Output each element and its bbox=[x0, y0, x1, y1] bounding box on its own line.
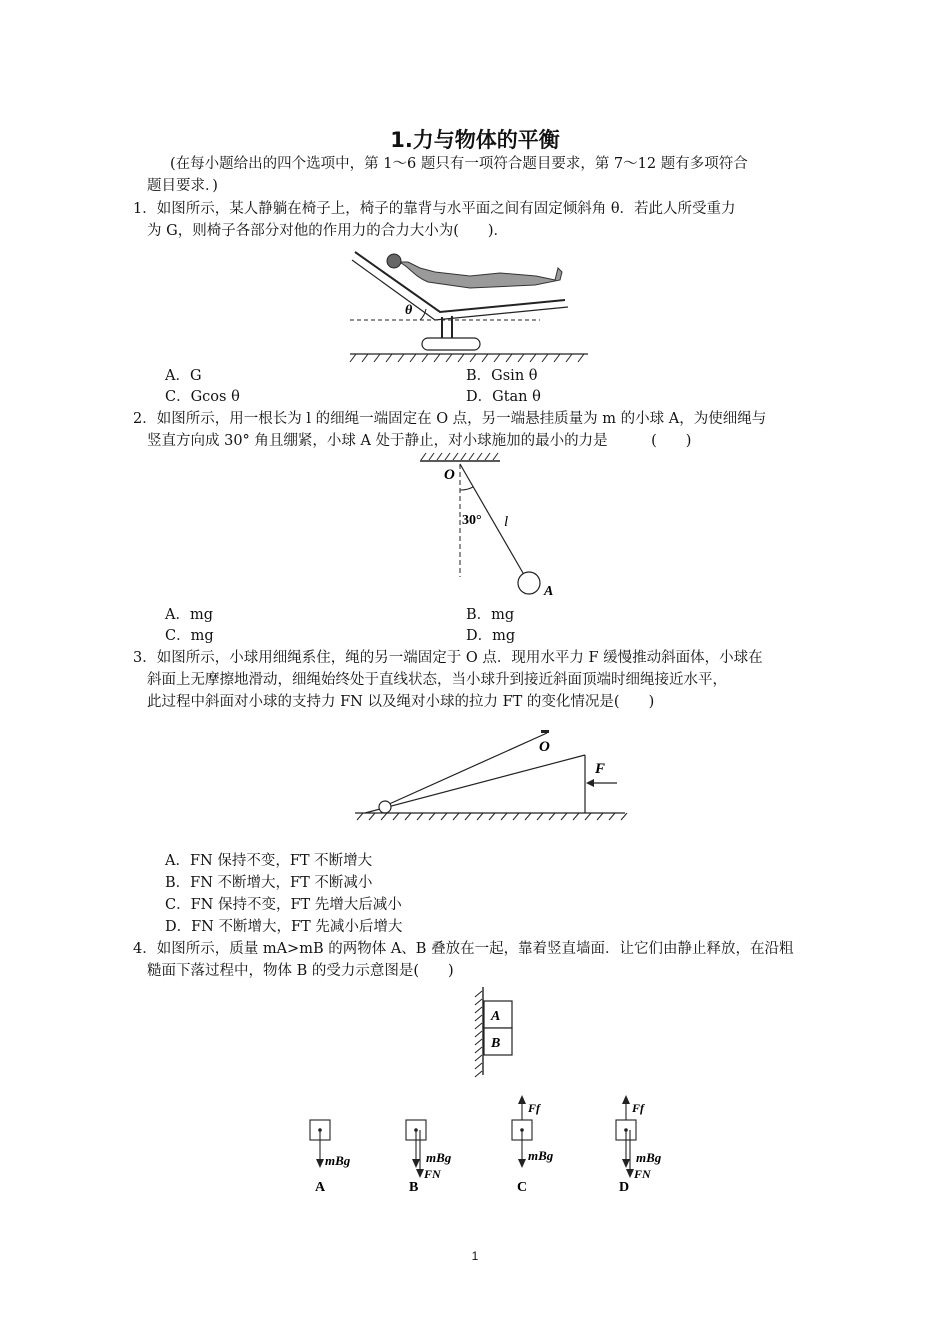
q2-angle-label: 30° bbox=[462, 513, 482, 528]
q4-figure-blocks-on-wall bbox=[470, 985, 530, 1080]
q2-o-label: O bbox=[444, 467, 455, 483]
q2-option-b[interactable]: B．mg bbox=[466, 607, 515, 623]
q4-choice-b-diagram[interactable] bbox=[396, 1092, 476, 1202]
q2-option-a[interactable]: A．mg bbox=[165, 607, 214, 623]
q4-c-choice-letter: C bbox=[517, 1180, 528, 1195]
q4-d-choice-letter: D bbox=[619, 1180, 630, 1195]
q2-a-label: A bbox=[544, 584, 554, 599]
q4-d-normal-label: FN bbox=[634, 1167, 651, 1181]
q4-c-friction-label: Ff bbox=[528, 1101, 540, 1115]
q1-option-c[interactable]: C．Gcos θ bbox=[165, 389, 240, 405]
q4-block-a-label: A bbox=[491, 1009, 501, 1024]
q3-option-a[interactable]: A．FN 保持不变，FT 不断增大 bbox=[165, 853, 373, 869]
q2-text-line-1: 2．如图所示，用一根长为 l 的细绳一端固定在 O 点，另一端悬挂质量为 m 的小球 A，为使细绳与 bbox=[133, 411, 767, 427]
q4-choice-a-diagram[interactable] bbox=[300, 1092, 370, 1202]
q2-l-label: l bbox=[504, 514, 509, 530]
q1-text-line-1: 1．如图所示，某人静躺在椅子上，椅子的靠背与水平面之间有固定倾斜角 θ．若此人所受重力 bbox=[133, 201, 736, 217]
q3-option-d[interactable]: D．FN 不断增大，FT 先减小后增大 bbox=[165, 919, 403, 935]
q3-text-line-3: 此过程中斜面对小球的支持力 FN 以及绳对小球的拉力 FT 的变化情况是( ) bbox=[147, 694, 655, 710]
q1-option-b[interactable]: B．Gsin θ bbox=[466, 368, 538, 384]
q3-option-c[interactable]: C．FN 保持不变，FT 先增大后减小 bbox=[165, 897, 402, 913]
q4-text-line-1: 4．如图所示，质量 mA>mB 的两物体 A、B 叠放在一起，靠着竖直墙面．让它们由静止释放，在沿粗 bbox=[133, 941, 794, 957]
q3-o-label: O bbox=[539, 739, 550, 755]
q3-text-line-2: 斜面上无摩擦地滑动，细绳始终处于直线状态，当小球升到接近斜面顶端时细绳接近水平， bbox=[147, 672, 727, 688]
q4-c-weight-label: mBg bbox=[528, 1148, 554, 1163]
q4-block-b-label: B bbox=[491, 1036, 501, 1051]
q4-b-weight-label: mBg bbox=[426, 1150, 452, 1165]
q3-option-b[interactable]: B．FN 不断增大，FT 不断减小 bbox=[165, 875, 373, 891]
q3-figure-incline bbox=[355, 725, 635, 825]
instruction-line-2: 题目要求．) bbox=[147, 178, 218, 194]
page-number: 1 bbox=[471, 1249, 479, 1263]
q2-option-c[interactable]: C．mg bbox=[165, 628, 214, 644]
q2-figure-pendulum bbox=[420, 452, 570, 602]
q3-f-label: F bbox=[595, 761, 606, 777]
q4-a-choice-letter: A bbox=[315, 1180, 326, 1195]
q1-text-line-2: 为 G，则椅子各部分对他的作用力的合力大小为( )． bbox=[147, 223, 509, 239]
q4-d-weight-label: mBg bbox=[636, 1150, 662, 1165]
q4-choice-c-diagram[interactable] bbox=[500, 1092, 580, 1202]
q2-option-d[interactable]: D．mg bbox=[466, 628, 516, 644]
q1-theta-label: θ bbox=[405, 303, 413, 318]
q4-d-friction-label: Ff bbox=[632, 1101, 644, 1115]
instruction-line-1: (在每小题给出的四个选项中，第 1～6 题只有一项符合题目要求，第 7～12 题有多项符合 bbox=[170, 156, 748, 172]
q3-text-line-1: 3．如图所示，小球用细绳系住，绳的另一端固定于 O 点．现用水平力 F 缓慢推动斜面体，小球在 bbox=[133, 650, 763, 666]
q4-choice-d-diagram[interactable] bbox=[604, 1092, 684, 1202]
q1-option-d[interactable]: D．Gtan θ bbox=[466, 389, 541, 405]
q4-text-line-2: 糙面下落过程中，物体 B 的受力示意图是( ) bbox=[147, 963, 454, 979]
q1-figure-reclining-chair bbox=[350, 240, 590, 368]
q2-text-line-2: 竖直方向成 30° 角且绷紧，小球 A 处于静止，对小球施加的最小的力是 ( ) bbox=[147, 433, 692, 449]
q4-a-weight-label: mBg bbox=[325, 1153, 351, 1168]
page-title: 1.力与物体的平衡 bbox=[390, 128, 560, 152]
q4-b-choice-letter: B bbox=[409, 1180, 419, 1195]
q1-option-a[interactable]: A．G bbox=[165, 368, 202, 384]
q4-b-normal-label: FN bbox=[424, 1167, 441, 1181]
